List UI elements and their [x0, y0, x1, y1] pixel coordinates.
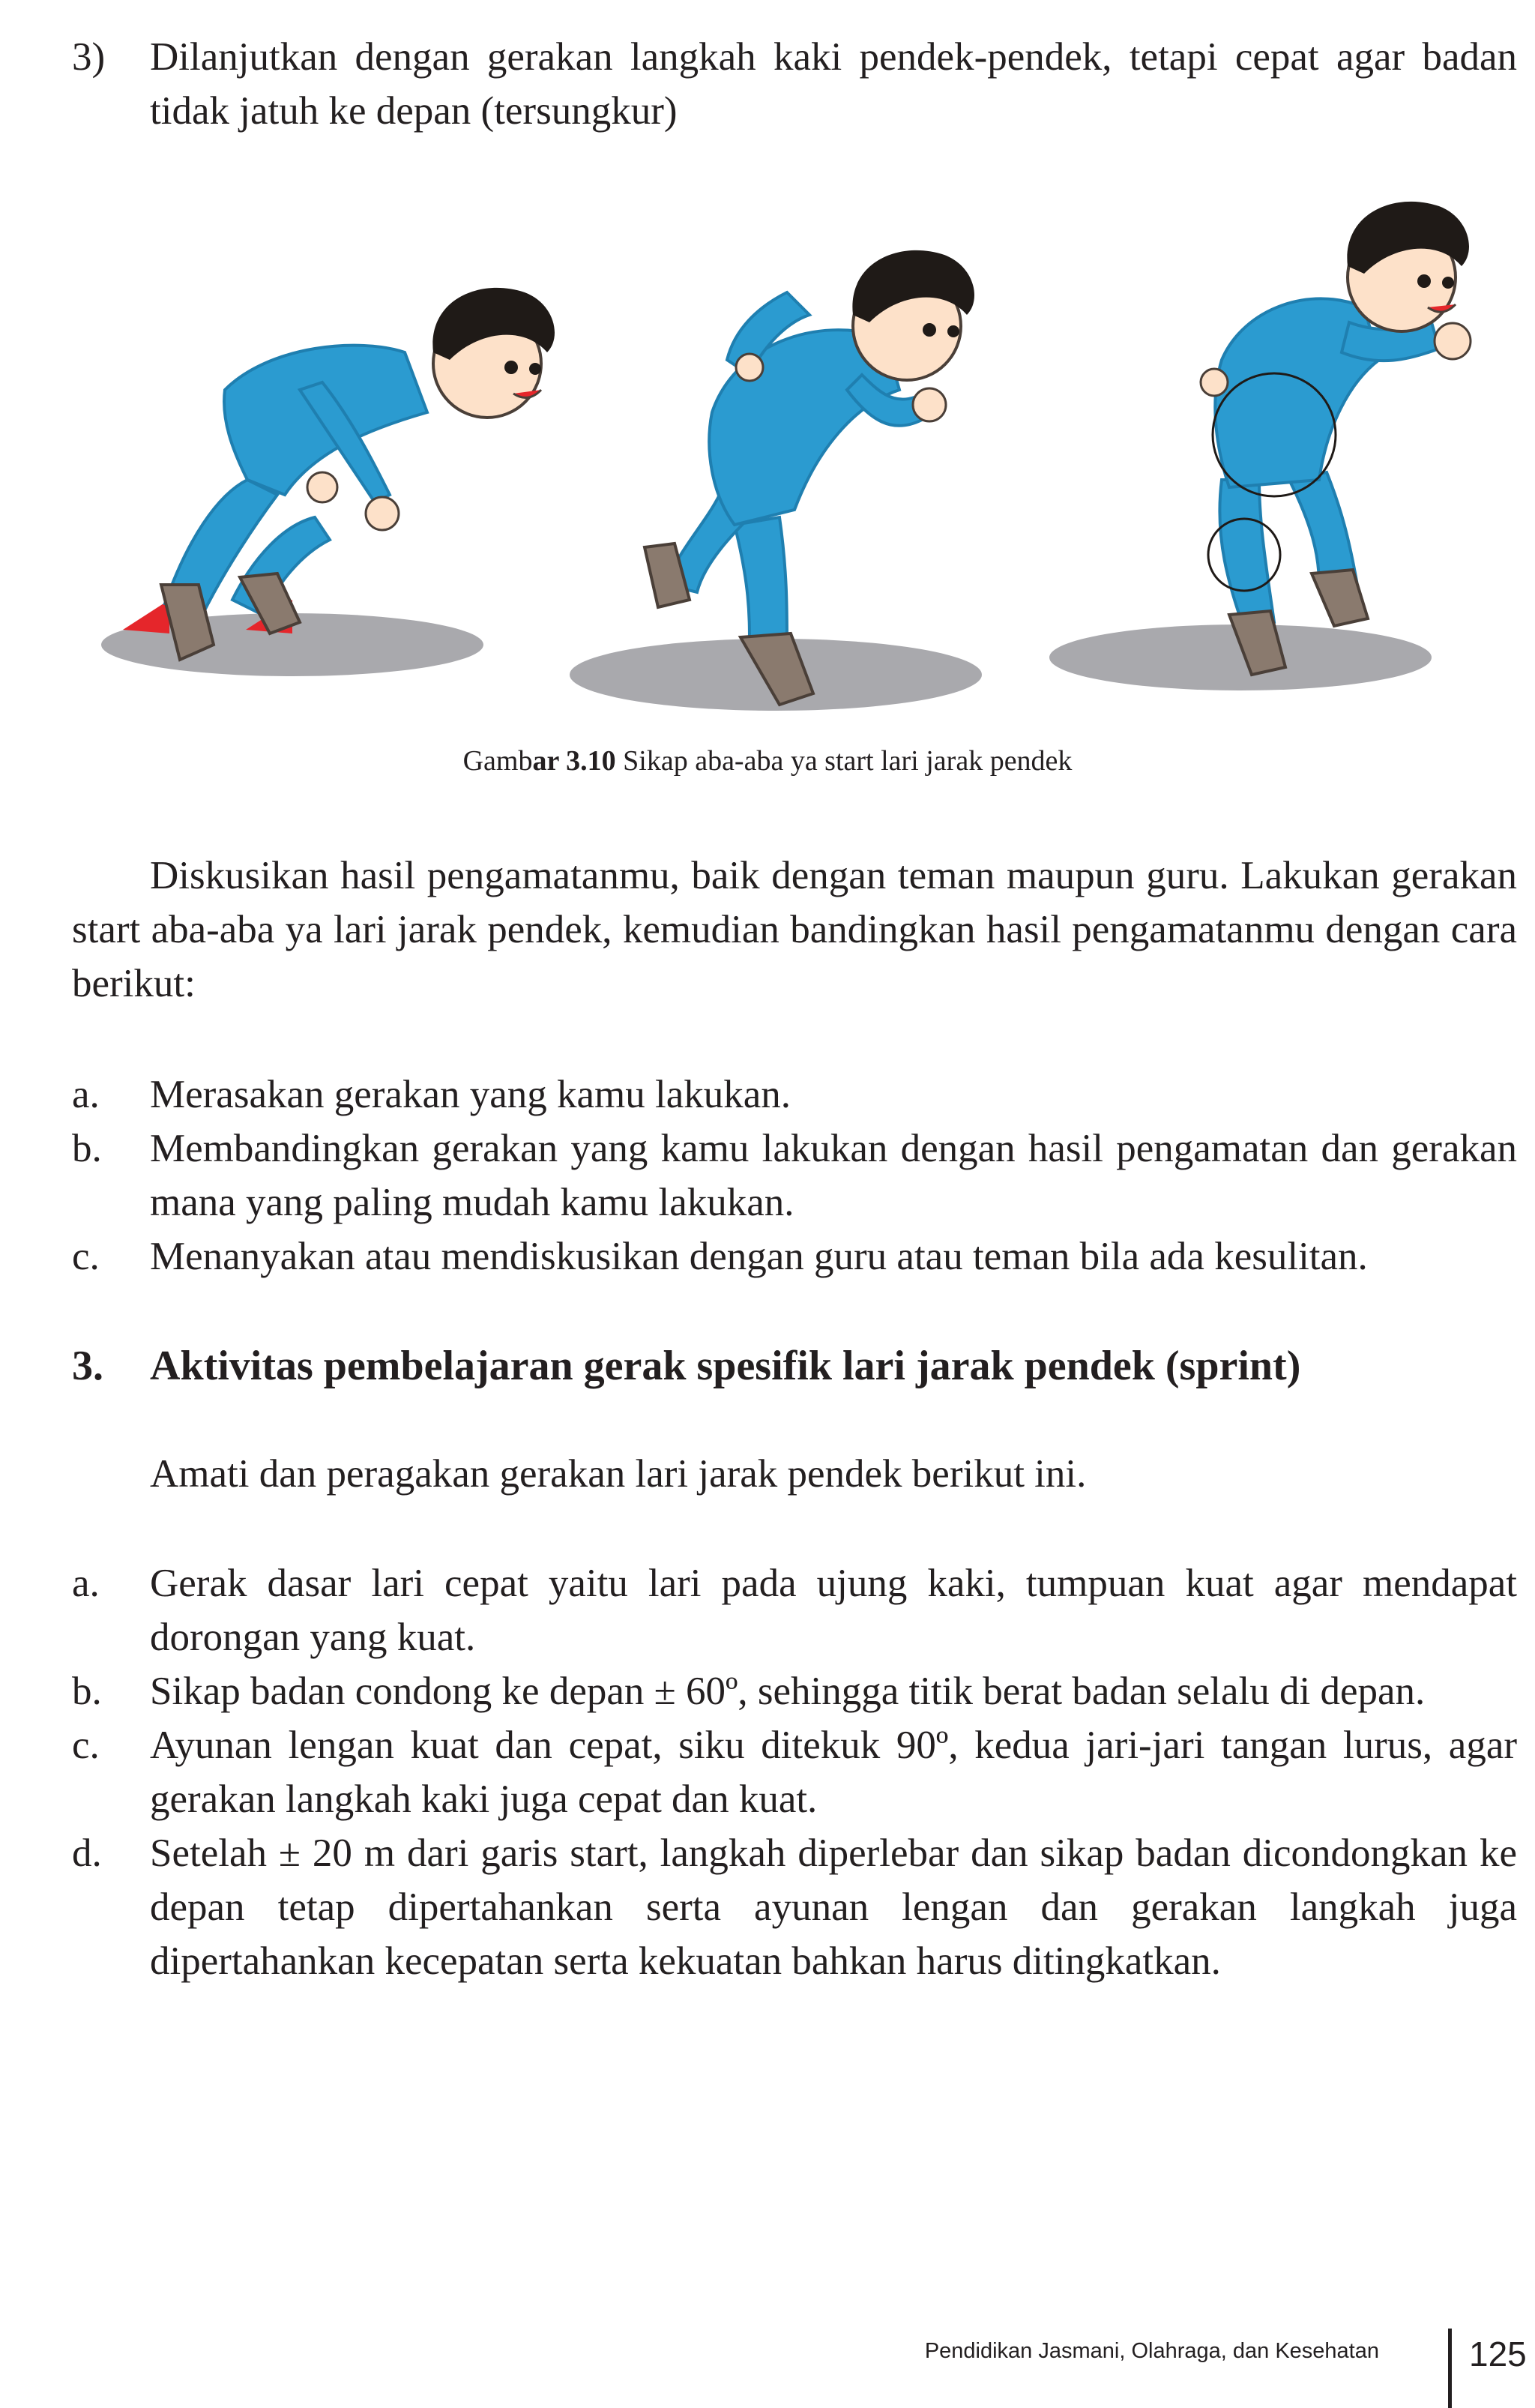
- runner-figure-rising: [570, 250, 982, 711]
- list-item-text: Merasakan gerakan yang kamu lakukan.: [150, 1073, 791, 1116]
- section-intro: Amati dan peragakan gerakan lari jarak pendek berikut ini.: [150, 1452, 1087, 1496]
- sprint-item-d: [72, 1826, 1517, 1988]
- list-marker: b.: [72, 1670, 102, 1713]
- caption-prefix: Gamb: [462, 745, 533, 777]
- sprint-item-a: [72, 1556, 1517, 1664]
- list-item-text: Ayunan lengan kuat dan cepat, siku ditekuk 90º, kedua jari-jari tangan lurus, agar gerakan langkah kaki juga cepat dan kuat.: [150, 1724, 1517, 1821]
- footer-divider: [1448, 2329, 1452, 2408]
- sprint-item-c: [72, 1718, 1517, 1826]
- discussion-intro: Diskusikan hasil pengamatanmu, baik dengan teman maupun guru. Lakukan gerakan start aba-aba ya lari jarak pendek, kemudian bandingkan hasil pengamatanmu dengan cara berikut:: [72, 854, 1517, 1005]
- list-marker: a.: [72, 1073, 100, 1116]
- start-marker-left: [123, 600, 169, 633]
- runner-figure-go: [1049, 202, 1471, 690]
- list-item-text: Membandingkan gerakan yang kamu lakukan dengan hasil pengamatan dan gerakan mana yang paling mudah kamu lakukan.: [150, 1127, 1517, 1224]
- list-item-text: Gerak dasar lari cepat yaitu lari pada ujung kaki, tumpuan kuat agar mendapat dorongan yang kuat.: [150, 1562, 1517, 1659]
- list-marker: a.: [72, 1562, 100, 1605]
- step-3-text: Dilanjutkan dengan gerakan langkah kaki pendek-pendek, tetapi cepat agar badan tidak jatuh ke depan (tersungkur): [150, 35, 1517, 133]
- caption-number: ar 3.10: [532, 745, 616, 777]
- list-marker: c.: [72, 1235, 100, 1278]
- list-marker: c.: [72, 1724, 100, 1767]
- section-heading: [72, 1339, 1517, 1393]
- list-item-text: Sikap badan condong ke depan ± 60º, sehingga titik berat badan selalu di depan.: [150, 1670, 1426, 1713]
- section-number: 3.: [72, 1343, 103, 1389]
- footer-book-title: Pendidikan Jasmani, Olahraga, dan Kesehatan: [924, 2339, 1379, 2363]
- list-item-text: Setelah ± 20 m dari garis start, langkah diperlebar dan sikap badan dicondongkan ke depan tetap dipertahankan serta ayunan lengan dan gerakan langkah juga dipertahankan kecepatan serta kekuatan bahkan harus ditingkatkan.: [150, 1831, 1517, 1983]
- page-number: 125: [1469, 2335, 1527, 2374]
- step-3: [72, 30, 1517, 138]
- sprint-item-b: [72, 1664, 1517, 1718]
- caption-text: Sikap aba-aba ya start lari jarak pendek: [615, 745, 1073, 777]
- discussion-item-a: [72, 1068, 1517, 1122]
- section-title: Aktivitas pembelajaran gerak spesifik lari jarak pendek (sprint): [150, 1343, 1301, 1389]
- figure-sprint-start: [75, 165, 1484, 720]
- discussion-item-b: [72, 1122, 1517, 1229]
- figure-caption: [0, 742, 1535, 780]
- step-3-marker: 3): [72, 35, 106, 79]
- list-item-text: Menanyakan atau mendiskusikan dengan guru atau teman bila ada kesulitan.: [150, 1235, 1368, 1278]
- list-marker: b.: [72, 1127, 102, 1170]
- list-marker: d.: [72, 1831, 102, 1875]
- discussion-item-c: [72, 1229, 1517, 1283]
- runner-figure-set: [101, 288, 555, 676]
